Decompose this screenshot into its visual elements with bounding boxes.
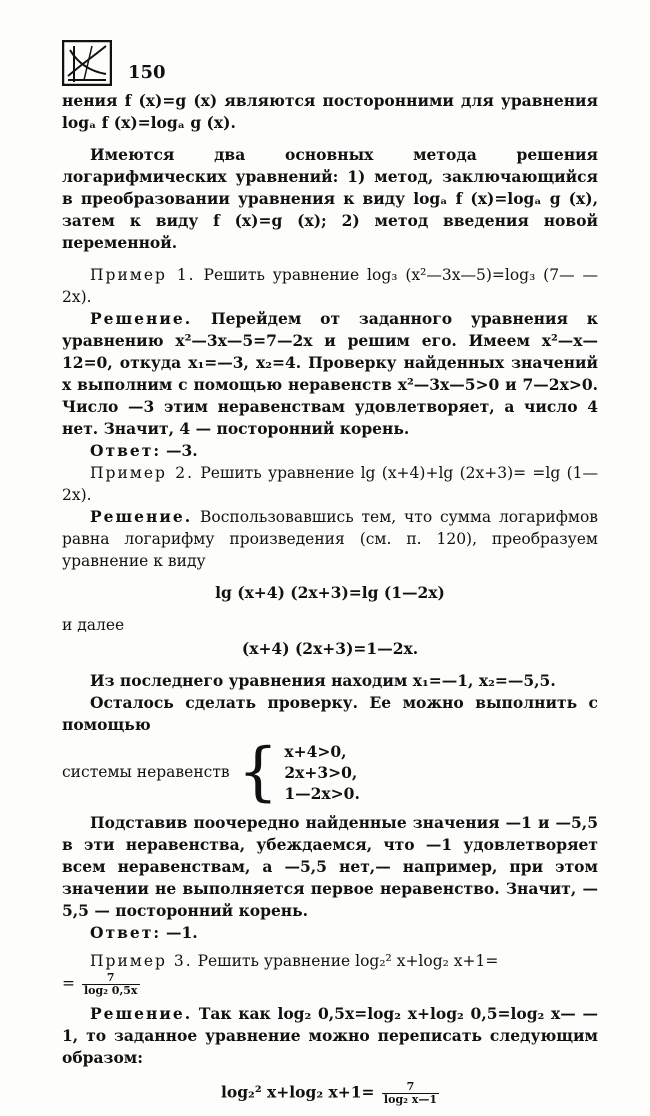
fraction-numerator: 7: [382, 1081, 439, 1094]
inequality-system: [62, 735, 598, 809]
example-1-text: Решить уравнение log₃ (x²—3x—5)=log₃ (7— —2x).: [62, 266, 598, 306]
paragraph-methods: Имеются два основных метода решения логарифмических уравнений: 1) метод, заключающийся в преобразовании уравнения к виду logₐ f (x)=logₐ g (x), затем к виду f (x)=g (x); 2) метод введения новой переменной.: [62, 145, 598, 252]
example-1: [62, 264, 598, 308]
section-logo-icon: [62, 40, 112, 86]
example-3-equals: =: [62, 974, 75, 993]
paragraph-continuation: нения f (x)=g (x) являются посторонними для уравнения logₐ f (x)=logₐ g (x).: [62, 91, 598, 132]
system-line: 1—2x>0.: [284, 783, 360, 803]
check-text: Осталось сделать проверку. Ее можно выполнить с помощью: [62, 693, 598, 734]
answer-2-label: Ответ:: [90, 923, 162, 942]
solution-3-text: Так как log₂ 0,5x=log₂ x+log₂ 0,5=log₂ x— —1, то заданное уравнение можно переписать следующим образом:: [62, 1004, 598, 1067]
system-label: системы неравенств: [62, 763, 230, 781]
example-3-label: Пример 3.: [90, 952, 193, 970]
fraction-denominator: log₂ 0,5x: [83, 984, 138, 997]
example-2-label: Пример 2.: [90, 464, 195, 482]
example-3-fraction: [82, 972, 140, 997]
example-3-continuation: [62, 972, 598, 997]
page-number: 150: [128, 62, 166, 83]
answer-2: [62, 922, 598, 944]
solution-1: [62, 308, 598, 440]
solution-1-text: Перейдем от заданного уравнения к уравнению x²—3x—5=7—2x и решим его. Имеем x²—x—12=0, откуда x₁=—3, x₂=4. Проверку найденных значений x выполним с помощью неравенств x²—3x—5>0 и 7—2x>0. Число —3 этим неравенствам удовлетворяет, а число 4 нет. Значит, 4 — посторонний корень.: [62, 309, 598, 438]
example-2-text: Решить уравнение lg (x+4)+lg (2x+3)= =lg (1—2x).: [62, 464, 598, 504]
solution-1-label: Решение.: [90, 309, 193, 328]
roots-text: Из последнего уравнения находим x₁=—1, x₂=—5,5.: [90, 671, 556, 690]
brace-icon: {: [237, 735, 279, 809]
example-3-text: Решить уравнение log₂² x+log₂ x+1=: [197, 952, 499, 970]
fraction-denominator: log₂ x—1: [383, 1093, 437, 1106]
example-3: [62, 950, 598, 972]
solution-3-label: Решение.: [90, 1004, 193, 1023]
system-line: x+4>0,: [284, 741, 347, 761]
and-further-text: и далее: [62, 616, 125, 634]
substitution-text: Подставив поочередно найденные значения —1 и —5,5 в эти неравенства, убеждаемся, что —1 удовлетворяет всем неравенствам, а —5,5 нет,— например, при этом значении не выполняется первое неравенство. Значит, —5,5 — посторонний корень.: [62, 813, 598, 920]
answer-1: [62, 440, 598, 462]
solution-2-label: Решение.: [90, 507, 193, 526]
formula-2: (x+4) (2x+3)=1—2x.: [241, 639, 419, 658]
example-2: [62, 462, 598, 506]
example-1-label: Пример 1.: [90, 266, 196, 284]
answer-2-value: —1.: [166, 923, 198, 942]
answer-1-label: Ответ:: [90, 441, 162, 460]
page-content: [62, 90, 598, 1116]
formula-1: lg (x+4) (2x+3)=lg (1—2x): [215, 583, 445, 602]
solution-2: [62, 506, 598, 572]
answer-1-value: —3.: [166, 441, 198, 460]
formula-3-fraction: [382, 1081, 439, 1106]
formula-3: [62, 1081, 598, 1106]
system-lines: [284, 741, 359, 804]
solution-3: [62, 1003, 598, 1069]
solution-2-text: Воспользовавшись тем, что сумма логарифмов равна логарифму произведения (см. п. 120), преобразуем уравнение к виду: [62, 508, 598, 570]
fraction-numerator: 7: [82, 972, 140, 985]
formula-3-left: log₂² x+log₂ x+1=: [220, 1082, 375, 1102]
system-line: 2x+3>0,: [284, 762, 358, 782]
